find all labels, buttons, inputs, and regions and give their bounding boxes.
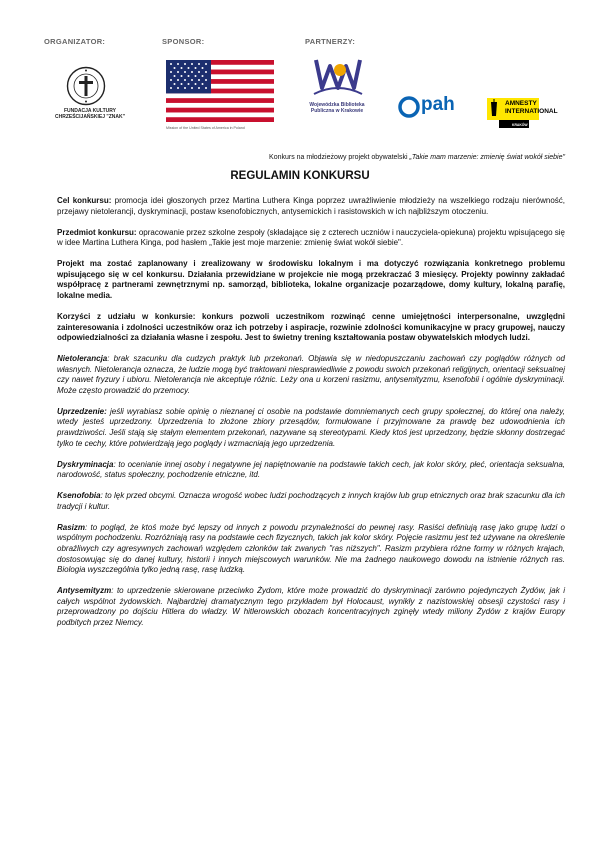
section-benefits: Korzyści z udziału w konkursie: konkurs pozwoli uczestnikom rozwinąć cenne umiejętności interpersonalne, uwzględni zainteresowania i zdolności uczestników oraz ich potrzeby i aspiracje, rozwinie zdolności komunikacyjne w pracy grupowej, nauczy odpowiedzialności za działania własne i zespołu. Jest to świetny trening kształtowania postaw obywatelskich młodych ludzi. [57, 311, 565, 343]
wbp-logo-text: Wojewódzka Biblioteka Publiczna w Krakowie [309, 102, 365, 114]
znak-seal-logo [66, 66, 106, 111]
discrimination-term: Dyskryminacja [57, 459, 114, 469]
znak-logo-text: FUNDACJA KULTURY CHRZEŚCIJAŃSKIEJ "ZNAK" [54, 108, 126, 120]
intolerance-text: : brak szacunku dla cudzych praktyk lub przekonań. Objawia się w niedopuszczaniu zachowań czy poglądów różnych od własnych. Nietolerancja oznacza, że ludzie mogą być traktowani niesprawiedliwie z powodu swoich przekonań religijnych, orientacji seksualnej czy nawet fryzury i ubioru. Nietolerancja nie akceptuje różnic. Leży ona u korzeni rasizmu, antysemityzmu, ksenofobii i ogólnie dyskryminacji. Może często prowadzić do przemocy. [57, 354, 565, 395]
tagline-quote: „Takie mam marzenie: zmienię świat wokół siebie" [409, 154, 565, 161]
subject-label: Przedmiot konkursu: [57, 227, 137, 237]
partners-label: PARTNERZY: [305, 37, 356, 46]
tagline-prefix: Konkurs na młodzieżowy projekt obywatelski [269, 154, 410, 161]
definition-intolerance [57, 354, 565, 396]
organizer-label: ORGANIZATOR: [44, 37, 106, 46]
wbp-library-logo [310, 52, 366, 107]
subject-text: opracowanie przez szkolne zespoły (składające się z czterech uczniów i nauczyciela-opiekuna) projektu wpisującego się w idee Martina Luthera Kinga, pod hasłem „Takie jest moje marzenie: zmienię świat wokół siebie". [57, 227, 565, 248]
racism-term: Rasizm [57, 522, 86, 532]
prejudice-term: Uprzedzenie: [57, 406, 107, 416]
definition-racism [57, 523, 565, 576]
antisemitism-term: Antysemityzm [57, 586, 112, 596]
section-subject [57, 228, 565, 249]
goal-text: promocja idei głoszonych przez Martina Luthera Kinga poprzez uwrażliwienie młodzieży na wszelkiego rodzaju nierówność, przejawy nietolerancji, dyskryminacji, postaw ksenofobicznych, antysemickich i rasistowskich w ich najbliższym otoczeniu. [57, 196, 566, 216]
pah-logo-text: pah [421, 94, 455, 115]
pah-logo-mark [398, 96, 420, 123]
intolerance-term: Nietolerancja [57, 354, 108, 364]
sponsor-label: SPONSOR: [162, 37, 205, 46]
xenophobia-text: : to lęk przed obcymi. Oznacza wrogość wobec ludzi pochodzących z innych krajów lub grup etnicznych oraz brak szacunku dla ich tradycji i kultur. [57, 491, 565, 511]
discrimination-text: : to ocenianie innej osoby i negatywne jej napiętnowanie na podstawie takich cech, jak kolor skóry, płeć, orientacja seksualna, narodowość, status społeczny, pochodzenie etniczne, itd. [57, 459, 565, 480]
antisemitism-text: : to uprzedzenie skierowane przeciwko Żydom, które może prowadzić do dyskryminacji zarówno pojedynczych Żydów, jak i całych wspólnot żydowskich. Najbardziej dramatycznym tego przykładem był Holocaust, wynikły z nazistowskiej obsesji czystości rasy i przeprowadzony po dojściu Hitlera do władzy. W hitlerowskich obozach koncentracyjnych zginęły wtedy miliony Żydów z krajów Europy podbitych przez Niemcy. [57, 586, 565, 627]
section-project: Projekt ma zostać zaplanowany i zrealizowany w środowisku lokalnym i ma dotyczyć rozwiązania konkretnego problemu wpisującego się w cel konkursu. Działania przewidziane w projekcie nie mogą przekraczać 3 miesięcy. Projekty powinny zakładać współpracę z partnerami zewnętrznymi np. samorząd, biblioteka, lokalne organizacje pozarządowe, domy kultury, lokalną parafię, lokalne media. [57, 259, 565, 300]
contest-tagline [205, 154, 565, 161]
xenophobia-term: Ksenofobia [57, 491, 101, 501]
section-goal [57, 196, 565, 217]
prejudice-text: jeśli wyrabiasz sobie opinię o nieznanej ci osobie na podstawie domniemanych cech grupy społecznej, do której ona należy, wtedy jesteś uprzedzony. Uprzedzenia to złożone zbiory przesądów, formułowane i przyjmowane za prawdę bez udowodnienia ich prawdziwości. Jeśli stają się stałym elementem przekonań, nazywane są stereotypami. Kiedy ktoś jest uprzedzony, będzie skłonny dostrzegać tylko te cechy, które potwierdzają jego poglądy i wzmacniają jego uprzedzenia. [57, 406, 565, 448]
amnesty-logo-subtext: KRAKÓW [512, 123, 528, 127]
racism-text: : to pogląd, że ktoś może być lepszy od innych z powodu przynależności do pewnej rasy. Rasiści definiują rasę jako grupę ludzi o wspólnym pochodzeniu. Rozróżniają rasy na podstawie cech fizycznych, takich jak kolor skóry. Pojęcie rasizmu jest też używane na określenie obraźliwych czy agresywnych zachowań względem członków tak zwanych "ras niższych". Rasizm przybiera różne formy w różnych krajach, dostosowując się do danej kultury, historii i innych miejscowych warunków. Nie ma żadnego naukowego dowodu na istnienie różnych ras. Biologia wyszczególnia tylko jedną rasę, rasę ludzką. [57, 522, 565, 575]
regulations-body [57, 196, 565, 639]
definition-discrimination [57, 460, 565, 481]
flag-caption: Mission of the United States of America in Poland [166, 126, 245, 130]
definition-prejudice [57, 407, 565, 449]
amnesty-logo-text: AMNESTY INTERNATIONAL [505, 100, 558, 115]
definition-xenophobia [57, 491, 565, 512]
page-title: REGULAMIN KONKURSU [230, 170, 370, 182]
definition-antisemitism [57, 586, 565, 628]
goal-label: Cel konkursu: [57, 196, 112, 205]
us-flag-logo [166, 60, 274, 127]
